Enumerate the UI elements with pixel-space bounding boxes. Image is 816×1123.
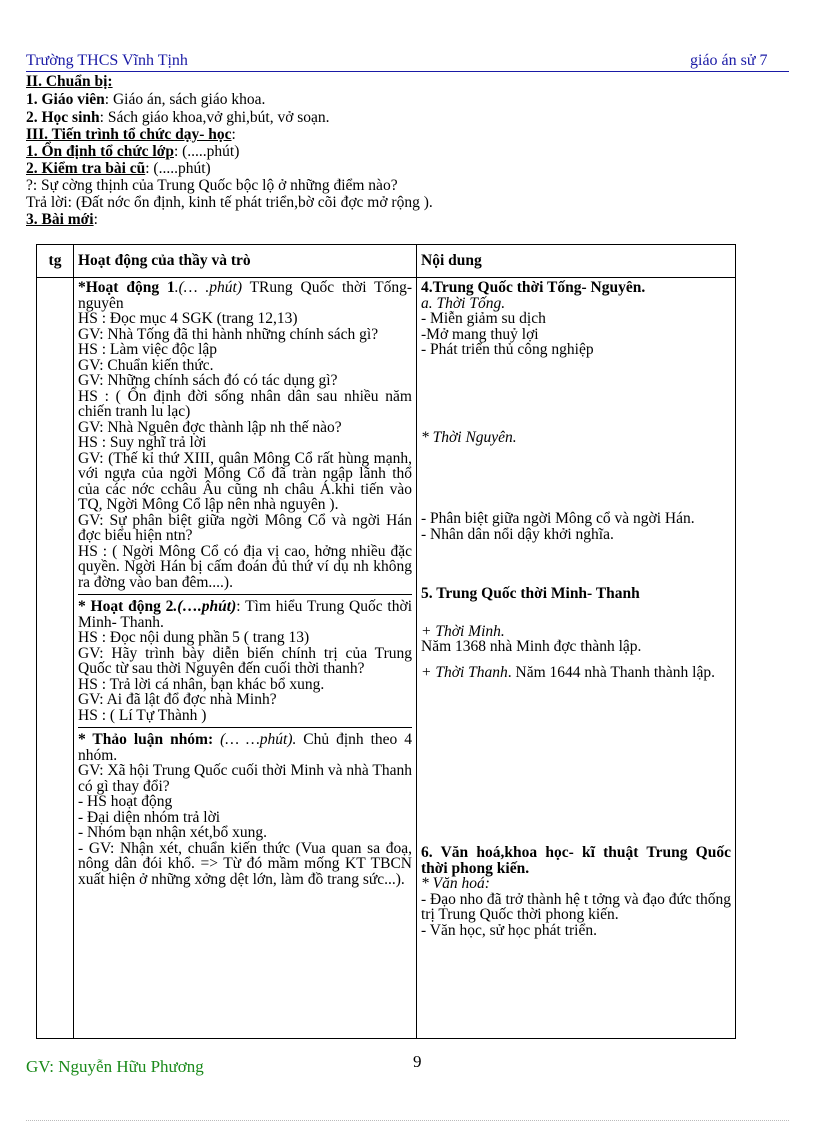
header-tg: tg (37, 245, 74, 278)
c6-sub: * Văn hoá: (421, 875, 490, 892)
process-colon: : (231, 126, 236, 143)
act1-time: .(… .phút) (174, 279, 242, 296)
act1-line: HS : Làm việc độc lập (78, 341, 218, 358)
c6-item: - Văn học, sử học phát triển. (421, 921, 597, 939)
c4-sub: a. Thời Tống. (421, 294, 506, 312)
act2-topic: : Tìm hiểu Trung Quốc thời Minh- Thanh. (78, 598, 412, 631)
lesson-table (36, 244, 736, 1039)
question-line: ?: Sự cờng thịnh của Trung Quốc bộc lộ ở những điểm nào? (26, 177, 398, 194)
c4-item2: - Nhân dân nổi dậy khởi nghĩa. (421, 525, 614, 543)
act1-line: GV: Sự phân biệt giữa ngời Mông Cổ và ngời Hán đợc biểu hiện ntn? (78, 511, 412, 544)
process-line (26, 127, 236, 143)
c5-minh-label: + Thời Minh. (421, 622, 505, 640)
teacher-text: : Giáo án, sách giáo khoa. (104, 91, 266, 108)
org-label: 1. Ổn định tổ chức lớp (26, 143, 174, 160)
act1-line: HS : ( Ngời Mông Cổ có địa vị cao, hởng nhiều đặc quyền. Ngời Hán bị cấm đoán đủ thứ ví dụ nh không ra đờng vào ban đêm....). (78, 542, 412, 591)
group-line: - Đại diện nhóm trả lời (78, 808, 221, 826)
act2-title: * Hoạt động 2 (78, 598, 174, 615)
group-topic: Chủ định theo 4 nhóm. (78, 731, 412, 764)
act2-time: .(….phút) (173, 598, 237, 615)
c5-minh-text: Năm 1368 nhà Minh đợc thành lập. (421, 638, 642, 655)
act2-line: HS : Đọc nội dung phần 5 ( trang 13) (78, 629, 310, 646)
act2-line: HS : Trả lời cá nhân, bạn khác bổ xung. (78, 675, 325, 693)
activity-1 (78, 280, 412, 595)
process-heading: III. Tiến trình tổ chức dạy- học (26, 126, 232, 143)
answer-line: Trả lời: (Đất nớc ổn định, kinh tế phát triển,bờ cõi đợc mở rộng ). (26, 194, 433, 211)
new-line (26, 212, 98, 228)
act1-line: GV: Những chính sách đó có tác dụng gì? (78, 372, 338, 389)
group-time: (… …phút). (213, 731, 297, 748)
teacher-label: 1. Giáo viên (26, 91, 105, 108)
header-rule (26, 71, 789, 72)
c5-thanh-text: . Năm 1644 nhà Thanh thành lập. (507, 663, 715, 681)
page-number: 9 (413, 1052, 422, 1071)
footer-teacher (26, 1057, 204, 1077)
c6-item: - Đạo nho đã trở thành hệ t tởng và đạo đức thống trị Trung Quốc thời phong kiến. (421, 890, 731, 923)
check-label: 2. Kiểm tra bài cũ (26, 160, 146, 177)
c4-item: - Miễn giảm su dịch (421, 310, 546, 327)
check-text: : (.....phút) (145, 160, 211, 177)
group-line: - GV: Nhận xét, chuẩn kiến thức (Vua quan sa đoạ, nông dân đói khổ. => Từ đó mầm mống KT TBCN xuất hiện ở những xởng dệt lớn, làm đồ trang sức...). (78, 839, 412, 888)
group-line: - Nhóm bạn nhận xét,bổ xung. (78, 824, 267, 841)
group-title: * Thảo luận nhóm: (78, 731, 214, 748)
school-name: Trường THCS Vĩnh Tịnh (26, 52, 188, 69)
activity-2 (78, 599, 412, 728)
activity-cell (74, 278, 417, 1039)
teacher-line (26, 92, 265, 108)
new-colon: : (93, 211, 98, 228)
act1-line: GV: Chuẩn kiến thức. (78, 356, 214, 374)
footer-teacher-name: Nguyễn Hữu Phương (58, 1057, 204, 1076)
content-cell (417, 278, 736, 1039)
c4-sub2: * Thời Nguyên. (421, 428, 517, 446)
prep-heading: II. Chuẩn bị: (26, 73, 113, 90)
new-label: 3. Bài mới (26, 211, 94, 228)
act1-topic: TRung Quốc thời Tống-nguyên (78, 279, 412, 312)
group-line: GV: Xã hội Trung Quốc cuối thời Minh và nhà Thanh có gì thay đổi? (78, 762, 412, 795)
act1-line: GV: Nhà Tống đã thi hành những chính sách gì? (78, 325, 379, 343)
course-name: giáo án sử 7 (690, 52, 768, 69)
c4-item: -Mở mang thuỷ lợi (421, 325, 539, 343)
header-content: Nội dung (417, 245, 736, 278)
org-line (26, 144, 239, 160)
act1-line: HS : Đọc mục 4 SGK (trang 12,13) (78, 310, 298, 327)
student-line (26, 110, 330, 126)
bottom-rule (26, 1120, 789, 1121)
c6-title: 6. Văn hoá,khoa học- kĩ thuật Trung Quốc thời phong kiến. (421, 844, 731, 877)
act1-line: GV: Nhà Nguên đợc thành lập nh thế nào? (78, 418, 342, 436)
c5-title: 5. Trung Quốc thời Minh- Thanh (421, 585, 640, 602)
group-line: - HS hoạt động (78, 793, 173, 810)
act1-line: HS : ( Ổn định đời sống nhân dân sau nhiều năm chiến tranh lu lạc) (78, 387, 412, 420)
c4-item2: - Phân biệt giữa ngời Mông cổ và ngời Hán. (421, 510, 695, 527)
student-label: 2. Học sinh (26, 109, 100, 126)
time-cell (37, 278, 74, 1039)
act1-line: HS : Suy nghĩ trả lời (78, 434, 207, 451)
c5-thanh-label: + Thời Thanh (421, 663, 508, 681)
c4-item: - Phát triển thủ công nghiệp (421, 341, 594, 358)
org-text: : (.....phút) (173, 143, 240, 160)
act2-line: GV: Hãy trình bày diễn biến chính trị của Trung Quốc từ sau thời Nguyên đến cuối thời thanh? (78, 644, 412, 677)
act1-title: *Hoạt động 1 (78, 279, 175, 296)
check-line (26, 161, 211, 177)
c4-title: 4.Trung Quốc thời Tống- Nguyên. (421, 279, 646, 296)
act2-line: GV: Ai đã lật đổ đợc nhà Minh? (78, 691, 277, 708)
group-discussion (78, 732, 412, 887)
student-text: : Sách giáo khoa,vở ghi,bút, vở soạn. (99, 109, 330, 126)
act2-line: HS : ( Lí Tự Thành ) (78, 706, 207, 724)
footer-gv-label: GV: (26, 1057, 55, 1076)
header-activity: Hoạt động của thầy và trò (74, 245, 417, 278)
act1-line: GV: (Thế kỉ thứ XIII, quân Mông Cổ rất hùng mạnh, với ngựa của ngời Mông Cổ đã tràn ngập lãnh thổ của các nớc cchâu Âu cũng nh châu Á.khi tiến vào TQ, Ngời Mông Cổ lập nên nhà nguyên ). (78, 449, 412, 513)
